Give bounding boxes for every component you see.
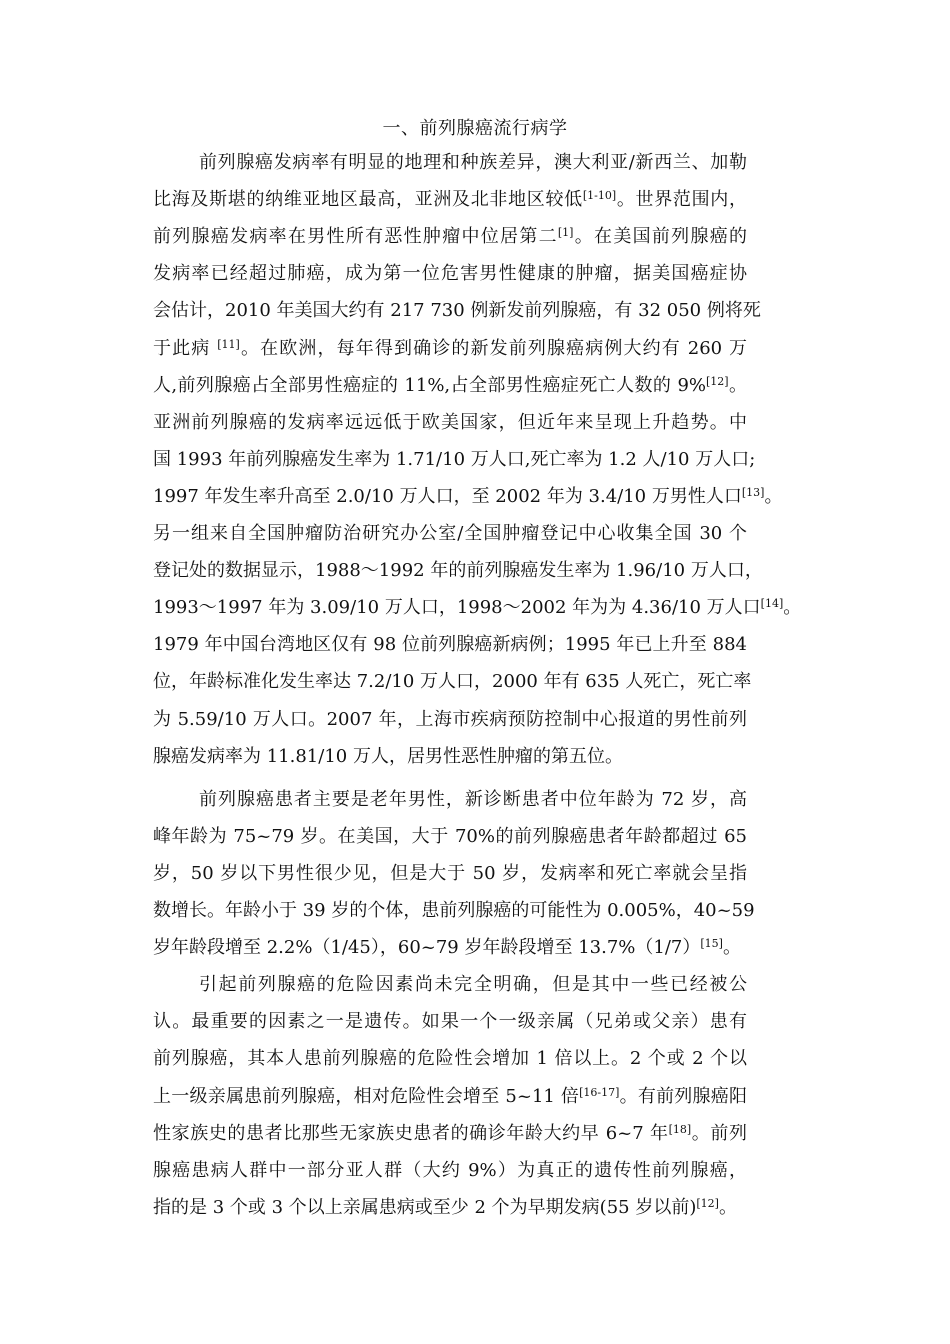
- text-line: [153, 898, 755, 924]
- text-run: 。: [783, 597, 802, 619]
- text-line: [199, 787, 747, 813]
- citation-ref: [16-17]: [579, 1085, 620, 1099]
- text-run: 前列腺癌患者主要是老年男性，新诊断患者中位年龄为 72 岁，高: [199, 788, 747, 810]
- text-line: [153, 935, 747, 961]
- text-run: 另一组来自全国肿瘤防治研究办公室/全国肿瘤登记中心收集全国 30 个: [153, 523, 747, 544]
- citation-ref: [11]: [217, 337, 240, 351]
- text-run: 。世界范围内，: [616, 189, 748, 211]
- text-line: [199, 972, 747, 998]
- text-run: 1993～1997 年为 3.09/10 万人口，1998～2002 年为为 4.36/10 万人口: [153, 597, 761, 619]
- text-line: [199, 150, 747, 176]
- text-run: 前列腺癌发病率在男性所有恶性肿瘤中位居第二: [153, 226, 558, 248]
- text-run: 于此病: [153, 337, 218, 359]
- text-run: 。在欧洲，每年得到确诊的新发前列腺癌病例大约有 260 万: [239, 337, 747, 359]
- text-run: 腺癌发病率为 11.81/10 万人，居男性恶性肿瘤的第五位。: [153, 745, 623, 767]
- text-line: [153, 1084, 747, 1110]
- text-run: 岁年龄段增至 2.2%（1/45），60~79 岁年龄段增至 13.7%（1/7）: [153, 937, 701, 959]
- text-run: 上一级亲属患前列腺癌，相对危险性会增至 5~11 倍: [153, 1085, 580, 1107]
- citation-ref: [15]: [700, 937, 723, 951]
- text-line: [153, 447, 756, 473]
- text-run: 引起前列腺癌的危险因素尚未完全明确，但是其中一些已经被公: [199, 974, 747, 996]
- citation-ref: [12]: [706, 374, 729, 388]
- text-run: 发病率已经超过肺癌，成为第一位危害男性健康的肿瘤，据美国癌症协: [153, 263, 747, 285]
- text-run: 1997 年发生率升高至 2.0/10 万人口，至 2002 年为 3.4/10 万男性人口: [153, 485, 742, 507]
- text-line: [153, 1195, 747, 1221]
- text-line: [153, 595, 802, 621]
- text-run: 腺癌患病人群中一部分亚人群（大约 9%）为真正的遗传性前列腺癌，: [153, 1159, 747, 1181]
- text-line: [153, 632, 747, 658]
- text-line: [153, 1158, 747, 1184]
- text-run: 前列腺癌，其本人患前列腺癌的危险性会增加 1 倍以上。2 个或 2 个以: [153, 1048, 747, 1070]
- text-run: 人,前列腺癌占全部男性癌症的 11%,占全部男性癌症死亡人数的 9%: [153, 374, 707, 396]
- text-line: [153, 861, 747, 887]
- text-run: 岁，50 岁以下男性很少见，但是大于 50 岁，发病率和死亡率就会呈指: [153, 862, 747, 884]
- text-run: 性家族史的患者比那些无家族史患者的确诊年龄大约早 6~7 年: [153, 1122, 669, 1144]
- text-line: [153, 558, 763, 584]
- text-run: 亚洲前列腺癌的发病率远远低于欧美国家，但近年来呈现上升趋势。中: [153, 411, 747, 433]
- text-run: 。: [728, 374, 748, 396]
- citation-ref: [13]: [741, 485, 765, 499]
- text-line: [153, 1121, 747, 1147]
- citation-ref: [1-10]: [582, 189, 617, 203]
- text-line: [153, 484, 783, 510]
- text-line: [153, 373, 747, 399]
- text-run: 。前列: [691, 1122, 747, 1144]
- citation-ref: [14]: [760, 597, 784, 611]
- text-run: 认。最重要的因素之一是遗传。如果一个一级亲属（兄弟或父亲）患有: [153, 1011, 747, 1033]
- citation-ref: [1]: [557, 226, 574, 240]
- citation-ref: [18]: [668, 1122, 692, 1136]
- text-run: 位，年龄标准化发生率达 7.2/10 万人口，2000 年有 635 人死亡，死亡率: [153, 671, 752, 693]
- text-line: [153, 707, 747, 733]
- text-line: [153, 336, 747, 362]
- text-run: 数增长。年龄小于 39 岁的个体，患前列腺癌的可能性为 0.005%，40~59: [153, 900, 755, 921]
- text-run: 登记处的数据显示，1988～1992 年的前列腺癌发生率为 1.96/10 万人口，: [153, 560, 763, 582]
- text-line: [153, 298, 761, 324]
- text-run: 前列腺癌发病率有明显的地理和种族差异，澳大利亚/新西兰、加勒: [199, 152, 747, 173]
- text-run: 。: [764, 485, 783, 507]
- text-line: [153, 824, 747, 850]
- text-run: 国 1993 年前列腺癌发生率为 1.71/10 万人口,死亡率为 1.2 人/10 万人口;: [153, 448, 756, 470]
- text-run: 比海及斯堪的纳维亚地区最高，亚洲及北非地区较低: [153, 189, 583, 211]
- text-line: [153, 744, 747, 770]
- text-run: 峰年龄为 75~79 岁。在美国，大于 70%的前列腺癌患者年龄都超过 65: [153, 825, 747, 847]
- text-line: [153, 410, 747, 436]
- text-run: 。: [722, 937, 741, 959]
- text-line: [153, 1009, 747, 1035]
- text-run: 为 5.59/10 万人口。2007 年，上海市疾病预防控制中心报道的男性前列: [153, 708, 747, 730]
- text-line: [153, 1046, 747, 1072]
- text-run: 会估计，2010 年美国大约有 217 730 例新发前列腺癌，有 32 050 例将死: [153, 300, 761, 322]
- text-line: [153, 521, 747, 547]
- text-run: 1979 年中国台湾地区仅有 98 位前列腺癌新病例；1995 年已上升至 884: [153, 634, 747, 656]
- text-line: [153, 669, 752, 695]
- text-run: 。: [718, 1196, 737, 1218]
- text-line: [153, 224, 747, 250]
- section-title: 一、前列腺癌流行病学: [382, 118, 568, 139]
- text-run: 。在美国前列腺癌的: [573, 226, 748, 248]
- citation-ref: [12]: [696, 1196, 719, 1210]
- text-run: 。有前列腺癌阳: [619, 1085, 748, 1107]
- text-line: [153, 261, 747, 287]
- text-line: [153, 187, 747, 213]
- text-run: 指的是 3 个或 3 个以上亲属患病或至少 2 个为早期发病(55 岁以前): [153, 1196, 697, 1218]
